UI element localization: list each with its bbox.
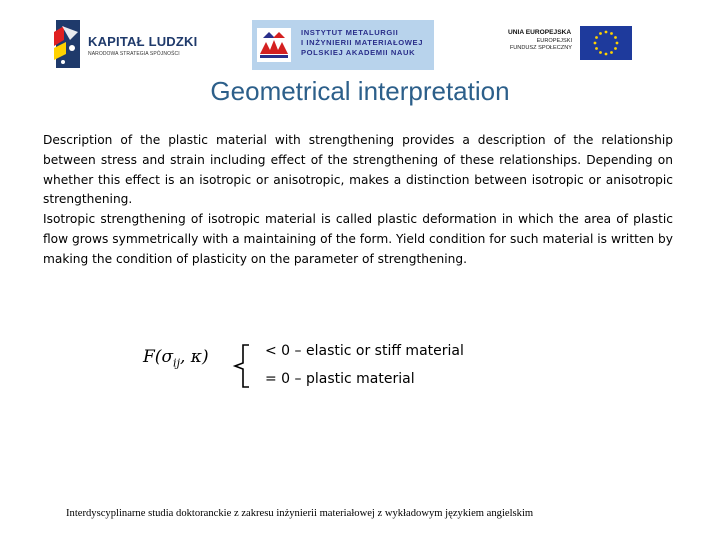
kapital-ludzki-logo	[50, 18, 198, 72]
strengthening-parameter-symbol: κ	[190, 347, 202, 367]
yield-function: $F(\sigma_{ij}$, κ)	[143, 347, 209, 370]
institute-logo	[252, 20, 434, 70]
eu-fund-name	[502, 38, 572, 52]
elastic-condition: < 0 – elastic or stiff material	[265, 343, 464, 359]
kapital-ludzki-name: KAPITAŁ LUDZKI	[88, 34, 198, 49]
plastic-condition: = 0 – plastic material	[265, 371, 415, 387]
eu-title: UNIA EUROPEJSKA	[508, 29, 572, 36]
slide-title: Geometrical interpretation	[210, 76, 510, 106]
paragraph-1: Description of the plastic material with strengthening provides a description of the relationship between stress and strain including effect of the strengthening of these relationships. Depending on whether this effect is an isotropic or anisotropic, makes a distinction between isotropic or anisotropic strengthening.	[43, 133, 673, 207]
slide-body	[43, 131, 673, 270]
curly-brace-icon	[229, 343, 253, 389]
institute-emblem-icon	[257, 28, 291, 62]
eu-fund-line-1: EUROPEJSKI	[536, 38, 572, 44]
function-symbol: F	[143, 347, 155, 367]
kapital-ludzki-emblem-icon	[50, 18, 84, 72]
institute-line-1: INSTYTUT METALURGII	[301, 28, 399, 37]
institute-line-3: POLSKIEJ AKADEMII NAUK	[301, 48, 416, 57]
eu-fund-line-2: FUNDUSZ SPOŁECZNY	[509, 45, 572, 51]
footer-text: Interdyscyplinarne studia doktoranckie z zakresu inżynierii materiałowej z wykładowym językiem angielskim	[66, 508, 534, 519]
stress-symbol: σ	[161, 347, 174, 367]
kapital-ludzki-subtitle: NARODOWA STRATEGIA SPÓJNOŚCI	[88, 51, 180, 57]
institute-line-2: I INŻYNIERII MATERIAŁOWEJ	[301, 38, 424, 47]
institute-name	[301, 28, 423, 58]
eu-logo	[500, 22, 634, 62]
eu-flag-icon	[580, 26, 632, 60]
stress-subscript: ij	[173, 356, 180, 370]
paragraph-2: Isotropic strengthening of isotropic material is called plastic deformation in which the area of plastic flow grows symmetrically with a maintaining of the form. Yield condition for such material is written by making the condition of plasticity on the parameter of strengthening.	[43, 212, 673, 266]
